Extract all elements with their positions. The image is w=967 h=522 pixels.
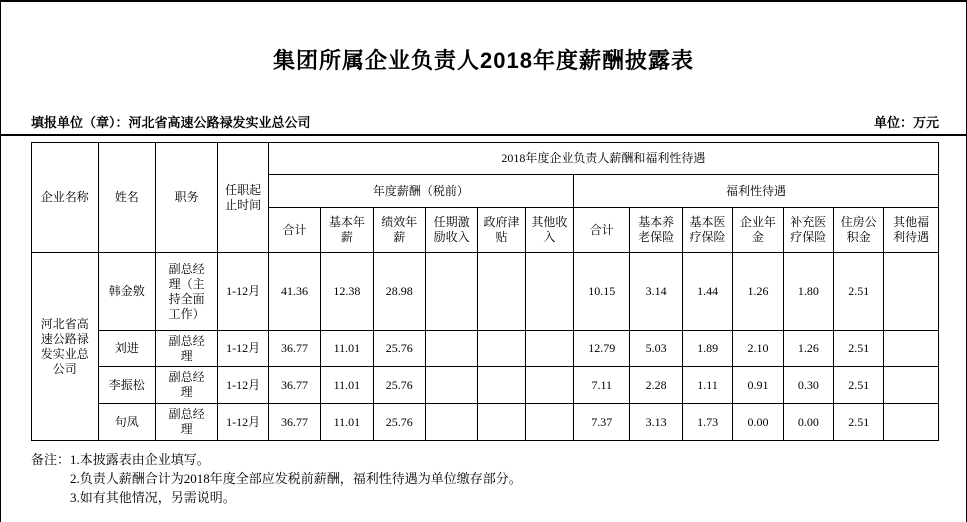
col-header-tenure-incentive-text: 任期激励收入 [433,215,470,244]
page-title: 集团所属企业负责人2018年度薪酬披露表 [273,48,694,73]
tenure-incentive-cell [425,404,477,441]
other-welfare-cell [884,367,939,404]
tenure-cell: 1-12月 [218,331,268,367]
welfare-total-cell: 12.79 [574,331,630,367]
col-header-medical-text: 基本医疗保险 [689,215,726,244]
pension-cell: 5.03 [630,331,682,367]
col-header-medical [682,208,732,253]
performance-salary-cell: 28.98 [373,253,425,331]
other-welfare-cell [884,253,939,331]
col-header-gov-subsidy [478,208,525,253]
col-header-other-welfare-text: 其他福利待遇 [893,215,930,244]
salary-total-cell: 36.77 [268,367,320,404]
col-header-tenure [218,143,268,253]
col-header-base-salary-text: 基本年薪 [328,215,365,244]
filler-unit-label: 填报单位（章）：河北省高速公路禄发实业总公司 [31,115,311,130]
performance-salary-cell: 25.76 [373,404,425,441]
footnotes [31,450,522,507]
tenure-incentive-cell [425,253,477,331]
salary-table [31,142,939,441]
col-header-tenure-text: 任职起止时间 [225,182,262,212]
supp-medical-cell: 0.00 [783,404,833,441]
medical-cell: 1.11 [682,367,732,404]
housing-fund-cell: 2.51 [834,404,884,441]
group-header-2018: 2018年度企业负责人薪酬和福利性待遇 [268,143,938,175]
col-header-name: 姓名 [98,143,155,253]
medical-cell: 1.73 [682,404,732,441]
tenure-incentive-cell [425,331,477,367]
footnote-label: 备注： [31,452,71,467]
salary-total-cell: 41.36 [268,253,320,331]
gov-subsidy-cell [478,367,525,404]
base-salary-cell: 11.01 [321,404,373,441]
salary-total-cell: 36.77 [268,404,320,441]
group-header-salary: 年度薪酬（税前） [268,175,573,208]
company-name-cell [32,253,99,441]
name-cell: 句凤 [98,404,155,441]
pension-cell: 3.14 [630,253,682,331]
housing-fund-cell: 2.51 [834,367,884,404]
gov-subsidy-cell [478,331,525,367]
unit-label: 单位：万元 [873,115,939,130]
welfare-total-cell: 7.37 [574,404,630,441]
group-header-welfare: 福利性待遇 [574,175,939,208]
annuity-cell: 0.91 [733,367,783,404]
table-row [32,331,939,367]
other-income-cell [525,331,573,367]
footnote-item-1: 1.本披露表由企业填写。 [70,452,210,467]
table-row [32,367,939,404]
housing-fund-cell: 2.51 [834,253,884,331]
tenure-cell: 1-12月 [218,367,268,404]
position-cell [155,404,217,441]
salary-total-cell: 36.77 [268,331,320,367]
annuity-cell: 1.26 [733,253,783,331]
supp-medical-cell: 0.30 [783,367,833,404]
other-income-cell [525,404,573,441]
col-header-annuity [733,208,783,253]
base-salary-cell: 12.38 [321,253,373,331]
base-salary-cell: 11.01 [321,331,373,367]
company-name-text: 河北省高速公路禄发实业总公司 [40,316,89,376]
pension-cell: 2.28 [630,367,682,404]
table-row [32,404,939,441]
meta-row [31,112,939,131]
name-cell: 刘进 [98,331,155,367]
position-cell [155,367,217,404]
position-cell [155,253,217,331]
col-header-supp-medical [783,208,833,253]
col-header-housing-fund [834,208,884,253]
col-header-pension [630,208,682,253]
horizontal-rule [1,134,967,136]
col-header-other-income [525,208,573,253]
col-header-company: 企业名称 [32,143,99,253]
col-header-position: 职务 [155,143,217,253]
tenure-cell: 1-12月 [218,253,268,331]
supp-medical-cell: 1.26 [783,331,833,367]
col-header-base-salary [321,208,373,253]
position-text: 副总经理 [168,407,205,436]
base-salary-cell: 11.01 [321,367,373,404]
annuity-cell: 2.10 [733,331,783,367]
col-header-other-income-text: 其他收入 [531,215,568,244]
footnote-item-3: 3.如有其他情况，另需说明。 [70,490,236,505]
col-header-welfare-total: 合计 [574,208,630,253]
gov-subsidy-cell [478,404,525,441]
other-welfare-cell [884,331,939,367]
tenure-cell: 1-12月 [218,404,268,441]
welfare-total-cell: 10.15 [574,253,630,331]
footnote-items [70,450,522,507]
footnote-item-2: 2.负责人薪酬合计为2018年度全部应发税前薪酬，福利性待遇为单位缴存部分。 [70,471,522,486]
tenure-incentive-cell [425,367,477,404]
position-text: 副总经理 [168,333,205,363]
col-header-salary-total: 合计 [268,208,320,253]
annuity-cell: 0.00 [733,404,783,441]
performance-salary-cell: 25.76 [373,367,425,404]
welfare-total-cell: 7.11 [574,367,630,404]
medical-cell: 1.89 [682,331,732,367]
medical-cell: 1.44 [682,253,732,331]
gov-subsidy-cell [478,253,525,331]
other-income-cell [525,253,573,331]
name-cell: 李振松 [98,367,155,404]
col-header-supp-medical-text: 补充医疗保险 [790,215,827,244]
col-header-gov-subsidy-text: 政府津贴 [483,215,520,244]
col-header-tenure-incentive [425,208,477,253]
col-header-performance-salary [373,208,425,253]
col-header-performance-salary-text: 绩效年薪 [381,215,418,244]
supp-medical-cell: 1.80 [783,253,833,331]
position-text: 副总经理（主持全面工作） [168,261,205,321]
table-row [32,253,939,331]
other-income-cell [525,367,573,404]
performance-salary-cell: 25.76 [373,331,425,367]
position-cell [155,331,217,367]
col-header-other-welfare [884,208,939,253]
name-cell: 韩金敫 [98,253,155,331]
position-text: 副总经理 [168,370,205,399]
pension-cell: 3.13 [630,404,682,441]
col-header-housing-fund-text: 住房公积金 [840,215,877,244]
col-header-annuity-text: 企业年金 [739,215,776,244]
other-welfare-cell [884,404,939,441]
housing-fund-cell: 2.51 [834,331,884,367]
col-header-pension-text: 基本养老保险 [638,215,675,244]
header-row-1 [32,143,939,175]
